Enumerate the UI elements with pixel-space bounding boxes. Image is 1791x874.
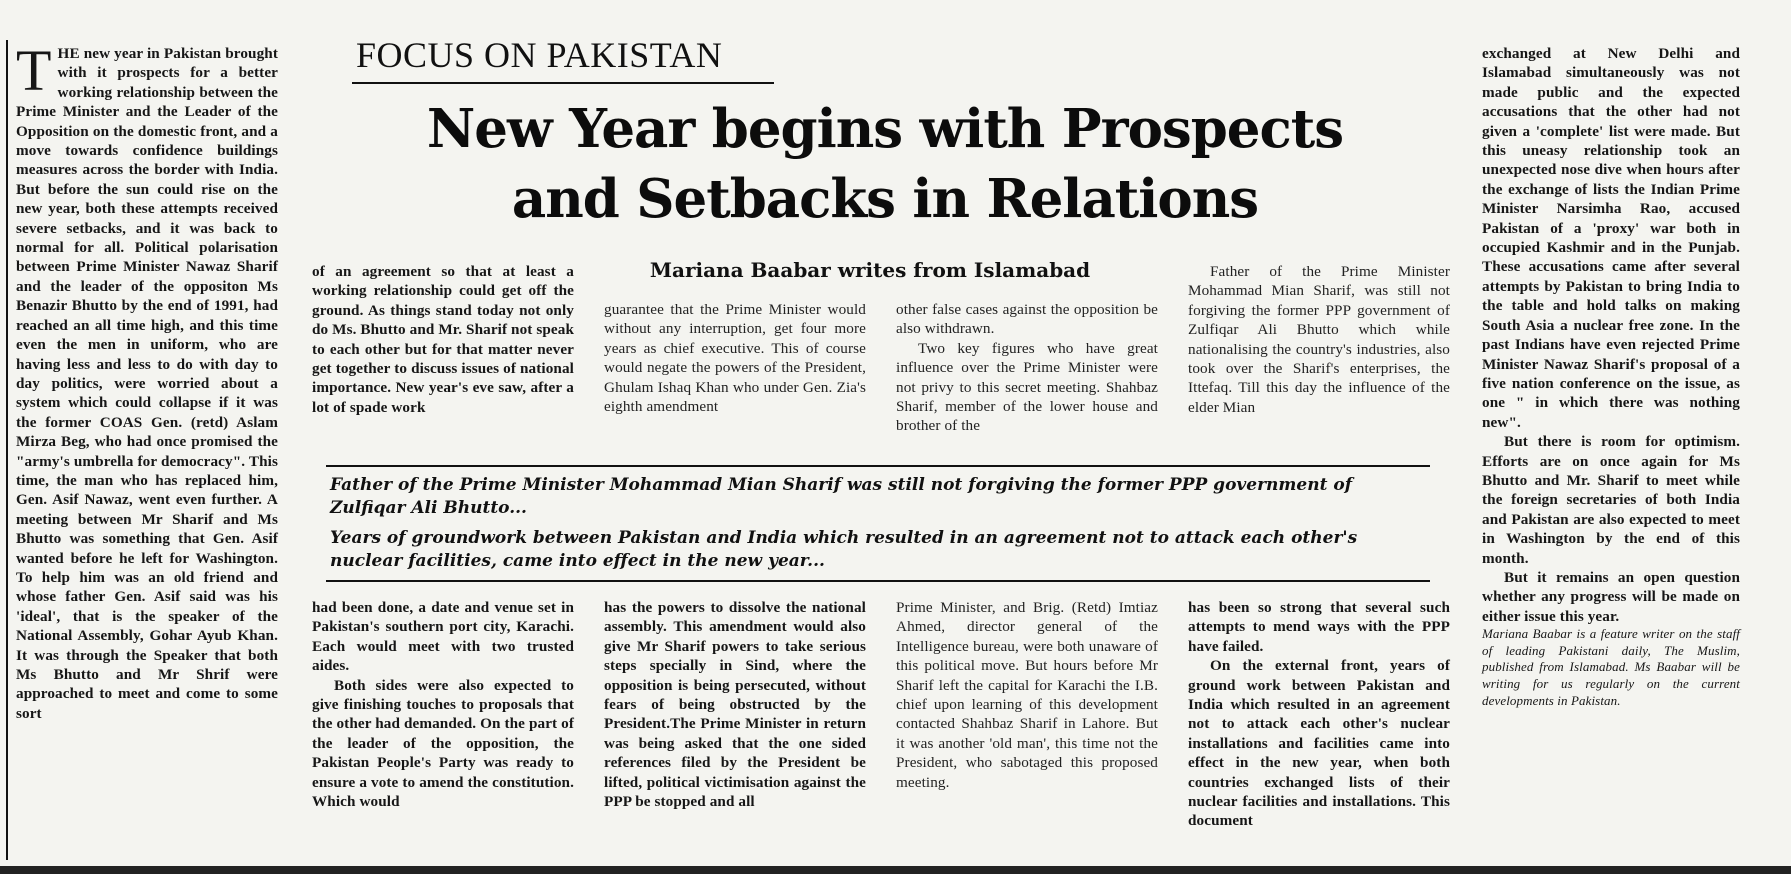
article-opening-paragraph: HE new year in Pakistan brought with it prospects for a better working relationship between the Prime Minister and the Leader of the Opposition on the domestic front, and a move towards confidence buildings measures across the border with India. But before the sun could rise on the new year, both these attempts received severe setbacks, and it was back to normal for all. Political polarisation between Prime Minister Nawaz Sharif and the leader of the oppositon Ms Benazir Bhutto by the end of 1991, had reached an all time high, and this time even the men in uniform, who are having less and less to do with day to day politics, were worried about a system which could collapse if it was the former COAS Gen. (retd) Aslam Mirza Beg, who had once promised the "army's umbrella for democracy". This time, the man who has replaced him, Gen. Asif Nawaz, went even further. A meeting between Mr Sharif and Ms Bhutto was something that Gen. Asif wanted before he left for Washington. To help him was an old friend and whose father Gen. Asif said was his 'ideal', that is the speaker of the National Assembly, Gohar Ayub Khan. It was through the Speaker that both Ms Bhutto and Mr Shrif were approached to meet and come to some sort <box>16 45 278 722</box>
paragraph: Both sides were also expected to give finishing touches to proposals that the other had demanded. On the part of the leader of the opposition, the Pakistan People's Party was ready to ensure a vote to amend the constitution. Which would <box>312 676 574 811</box>
article-column-3-bottom <box>604 598 866 811</box>
paragraph: has the powers to dissolve the national assembly. This amendment would also give Mr Sharif powers to take serious steps specially in Sind, where the opposition is being persecuted, without fears of being obstructed by the President.The Prime Minister in return was being asked that the one sided references filed by the President be lifted, political victimisation against the PPP be stopped and all <box>604 599 866 811</box>
pullquote-bottom-rule <box>326 580 1430 582</box>
pull-quote-2: Years of groundwork between Pakistan and India which resulted in an agreement not to attack each other's nuclear facilities, came into effect in the new year... <box>330 528 1358 571</box>
pullquote-top-rule <box>326 465 1430 467</box>
bottom-border-rule <box>0 866 1791 874</box>
paragraph: On the external front, years of ground work between Pakistan and India which resulted in an agreement not to attack each other's nuclear installations and facilities came into effect in the new year, when both countries exchanged lists of their nuclear facilities and installations. This document <box>1188 657 1450 830</box>
drop-cap: T <box>16 38 52 103</box>
paragraph: other false cases against the opposition be also withdrawn. <box>896 301 1158 338</box>
kicker-underline <box>352 82 774 84</box>
left-border-rule <box>6 40 8 860</box>
article-column-4-top <box>896 300 1158 436</box>
headline <box>320 94 1450 234</box>
article-column-1 <box>16 38 278 723</box>
paragraph: has been so strong that several such attempts to mend ways with the PPP have failed. <box>1188 599 1450 655</box>
author-bio: Mariana Baabar is a feature writer on the staff of leading Pakistani daily, The Muslim, published from Islamabad. Ms Baabar will be writing for us regularly on the current developments in Pakistan. <box>1482 626 1740 708</box>
paragraph: Father of the Prime Minister Mohammad Mian Sharif, was still not forgiving the former PPP government of Zulfiqar Ali Bhutto which while nationalising the country's industries, also took over the Sharif's enterprises, the Ittefaq. Till this day the influence of the elder Mian <box>1188 263 1450 416</box>
headline-line-1: New Year begins with Prospects <box>426 98 1344 160</box>
article-column-2-top <box>312 262 574 417</box>
byline: Mariana Baabar writes from Islamabad <box>649 258 1091 282</box>
paragraph: had been done, a date and venue set in Pakistan's southern port city, Karachi. Each would meet with two trusted aides. <box>312 599 574 675</box>
paragraph: But there is room for optimism. Efforts are on once again for Ms Bhutto and Mr. Sharif to meet while the foreign secretaries of both India and Pakistan are also expected to meet in Washington by the end of this month. <box>1482 433 1740 567</box>
article-column-4-bottom <box>896 598 1158 792</box>
article-column-5-top <box>1188 262 1450 417</box>
article-column-3-top <box>604 300 866 416</box>
pull-quote-1: Father of the Prime Minister Mohammad Mian Sharif was still not forgiving the former PPP government of Zulfiqar Ali Bhutto... <box>330 475 1353 518</box>
section-kicker: FOCUS ON PAKISTAN <box>356 35 723 75</box>
headline-line-2: and Setbacks in Relations <box>511 168 1259 230</box>
paragraph: Two key figures who have great influence over the Prime Minister were not privy to this secret meeting. Shahbaz Sharif, member of the lower house and brother of the <box>896 339 1158 435</box>
paragraph: guarantee that the Prime Minister would without any interruption, get four more years as chief executive. This of course would negate the powers of the President, Ghulam Ishaq Khan who under Gen. Zia's eighth amendment <box>604 301 866 416</box>
article-column-2-bottom <box>312 598 574 811</box>
paragraph: But it remains an open question whether any progress will be made on either issue this year. <box>1482 568 1740 625</box>
paragraph: exchanged at New Delhi and Islamabad simultaneously was not made public and the expected accusations that the other had not given a 'complete' list were made. But this uneasy relationship took an unexpected nose dive when hours after the exchange of lists the Indian Prime Minister Narsimha Rao, accused Pakistan of a 'proxy' war both in occupied Kashmir and in the Punjab. These accusations came after several attempts by Pakistan to bring India to the table and hold talks on making South Asia a nuclear free zone. In the past Indians have even rejected Prime Minister Nawaz Sharif's proposal of a five nation conference on the issue, as one " in which there was nothing new". <box>1482 45 1740 431</box>
paragraph: of an agreement so that at least a working relationship could get off the ground. As things stand today not only do Ms. Bhutto and Mr. Sharif not speak to each other but for that matter never get together to discuss issues of national importance. New year's eve saw, after a lot of spade work <box>312 263 574 416</box>
article-column-5-bottom <box>1188 598 1450 831</box>
article-column-6 <box>1482 44 1740 709</box>
paragraph: Prime Minister, and Brig. (Retd) Imtiaz Ahmed, director general of the Intelligence bureau, were both unaware of this political move. But hours before Mr Sharif left the capital for Karachi the I.B. chief upon learning of this development contacted Shahbaz Sharif in Lahore. But it was another 'old man', this time not the President, who sabotaged this proposed meeting. <box>896 599 1158 791</box>
